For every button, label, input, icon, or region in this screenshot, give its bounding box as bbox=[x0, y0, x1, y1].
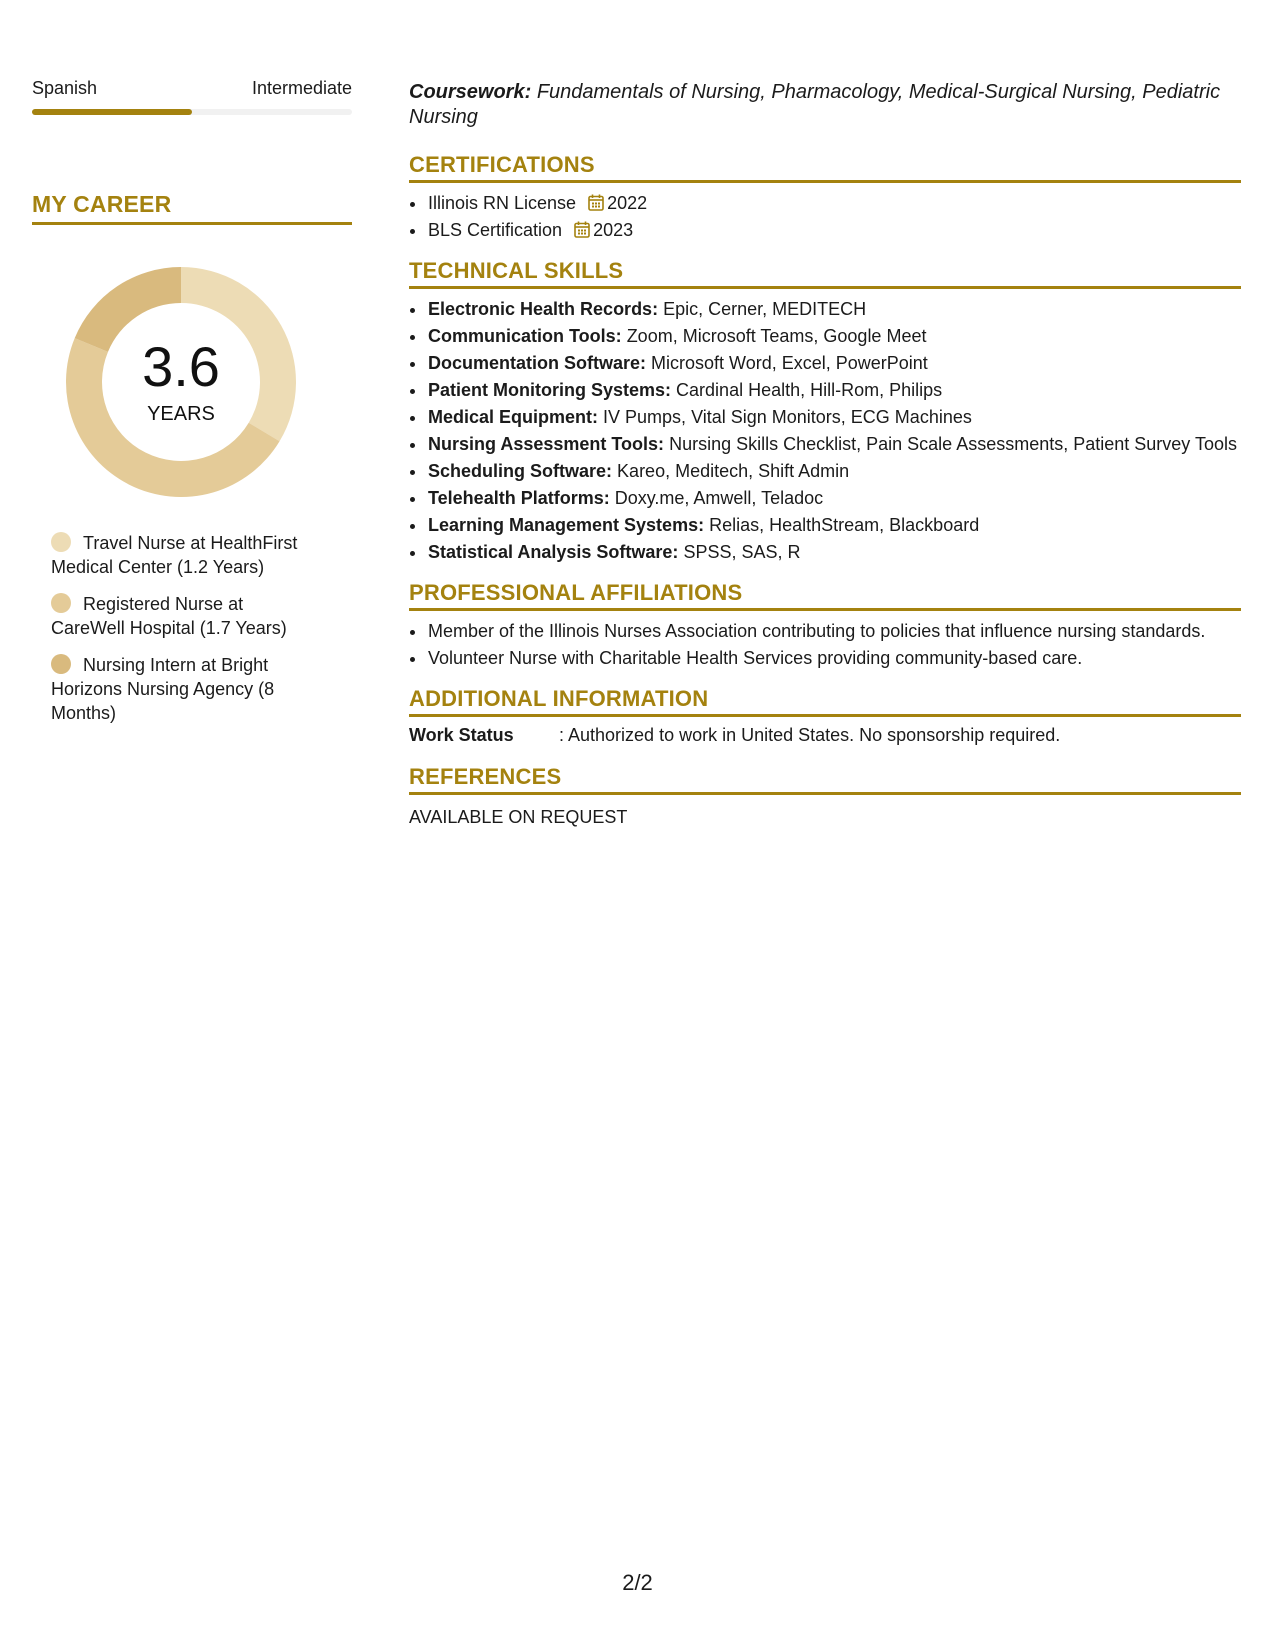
legend-item bbox=[51, 592, 321, 640]
certifications-title: CERTIFICATIONS bbox=[409, 152, 1241, 183]
skill-value: Doxy.me, Amwell, Teladoc bbox=[614, 488, 824, 508]
skill-item bbox=[427, 540, 1241, 564]
legend-label: Travel Nurse at HealthFirst Medical Center (1.2 Years) bbox=[51, 533, 298, 577]
work-status-value: : Authorized to work in United States. No sponsorship required. bbox=[559, 725, 1061, 745]
certification-year: 2023 bbox=[593, 220, 634, 240]
career-donut-chart bbox=[66, 267, 296, 497]
skill-item bbox=[427, 459, 1241, 483]
language-name: Spanish bbox=[32, 78, 98, 98]
skill-label: Documentation Software: bbox=[428, 353, 647, 373]
skill-value: Epic, Cerner, MEDITECH bbox=[663, 299, 867, 319]
certification-item bbox=[427, 218, 1241, 242]
coursework-text: Fundamentals of Nursing, Pharmacology, Medical-Surgical Nursing, Pediatric Nursing bbox=[409, 81, 1221, 128]
certification-name: BLS Certification bbox=[428, 220, 563, 240]
skill-label: Electronic Health Records: bbox=[428, 299, 659, 319]
skill-value: Nursing Skills Checklist, Pain Scale Assessments, Patient Survey Tools bbox=[669, 434, 1237, 454]
legend-dot-icon bbox=[51, 593, 71, 613]
skill-item bbox=[427, 351, 1241, 375]
legend-label: Registered Nurse at CareWell Hospital (1.7 Years) bbox=[51, 594, 287, 638]
language-proficiency-fill bbox=[32, 109, 192, 115]
skill-item bbox=[427, 432, 1241, 456]
certification-item bbox=[427, 191, 1241, 215]
certification-name: Illinois RN License bbox=[428, 193, 577, 213]
affiliation-item: • Volunteer Nurse with Charitable Health Services providing community-based care. bbox=[427, 646, 1241, 670]
language-proficiency-bar bbox=[32, 109, 352, 115]
work-status-label: Work Status bbox=[409, 725, 514, 745]
career-total-value: 3.6 bbox=[142, 335, 220, 398]
skill-value: IV Pumps, Vital Sign Monitors, ECG Machines bbox=[603, 407, 972, 427]
skill-value: Relias, HealthStream, Blackboard bbox=[709, 515, 980, 535]
skill-value: SPSS, SAS, R bbox=[683, 542, 801, 562]
legend-dot-icon bbox=[51, 654, 71, 674]
technical-skills-title: TECHNICAL SKILLS bbox=[409, 258, 1241, 289]
career-heading: MY CAREER bbox=[32, 191, 352, 225]
affiliations-title: PROFESSIONAL AFFILIATIONS bbox=[409, 580, 1241, 611]
right-column bbox=[409, 80, 1241, 828]
skill-item bbox=[427, 405, 1241, 429]
certification-year: 2022 bbox=[607, 193, 648, 213]
references-text: AVAILABLE ON REQUEST bbox=[409, 807, 628, 827]
skill-value: Cardinal Health, Hill-Rom, Philips bbox=[676, 380, 943, 400]
work-status-row bbox=[409, 725, 1241, 746]
technical-skills-list bbox=[409, 297, 1241, 564]
page-number: 2/2 bbox=[622, 1570, 653, 1595]
skill-value: Zoom, Microsoft Teams, Google Meet bbox=[626, 326, 927, 346]
left-column bbox=[32, 78, 352, 738]
skill-item bbox=[427, 324, 1241, 348]
legend-item bbox=[51, 531, 321, 579]
affiliation-item: • Member of the Illinois Nurses Association contributing to policies that influence nursing standards. bbox=[427, 619, 1241, 643]
skill-value: Kareo, Meditech, Shift Admin bbox=[617, 461, 850, 481]
skill-value: Microsoft Word, Excel, PowerPoint bbox=[651, 353, 928, 373]
skill-label: Communication Tools: bbox=[428, 326, 622, 346]
skill-label: Statistical Analysis Software: bbox=[428, 542, 679, 562]
certifications-list bbox=[409, 191, 1241, 242]
calendar-icon bbox=[588, 194, 604, 211]
skill-item bbox=[427, 297, 1241, 321]
skill-label: Medical Equipment: bbox=[428, 407, 599, 427]
language-row bbox=[32, 78, 352, 99]
career-total-unit: YEARS bbox=[147, 403, 215, 425]
coursework-label: Coursework: bbox=[409, 81, 532, 103]
skill-label: Nursing Assessment Tools: bbox=[428, 434, 665, 454]
coursework bbox=[409, 80, 1241, 130]
skill-label: Scheduling Software: bbox=[428, 461, 613, 481]
legend-item bbox=[51, 653, 321, 725]
calendar-icon bbox=[574, 221, 590, 238]
language-level: Intermediate bbox=[251, 78, 352, 98]
references-title: REFERENCES bbox=[409, 764, 1241, 795]
legend-dot-icon bbox=[51, 532, 71, 552]
affiliations-list bbox=[409, 619, 1241, 670]
skill-label: Learning Management Systems: bbox=[428, 515, 705, 535]
skill-label: Telehealth Platforms: bbox=[428, 488, 610, 508]
additional-info-title: ADDITIONAL INFORMATION bbox=[409, 686, 1241, 717]
skill-label: Patient Monitoring Systems: bbox=[428, 380, 672, 400]
skill-item bbox=[427, 486, 1241, 510]
legend-label: Nursing Intern at Bright Horizons Nursing Agency (8 Months) bbox=[51, 655, 275, 723]
skill-item bbox=[427, 513, 1241, 537]
career-legend bbox=[51, 531, 321, 725]
skill-item bbox=[427, 378, 1241, 402]
